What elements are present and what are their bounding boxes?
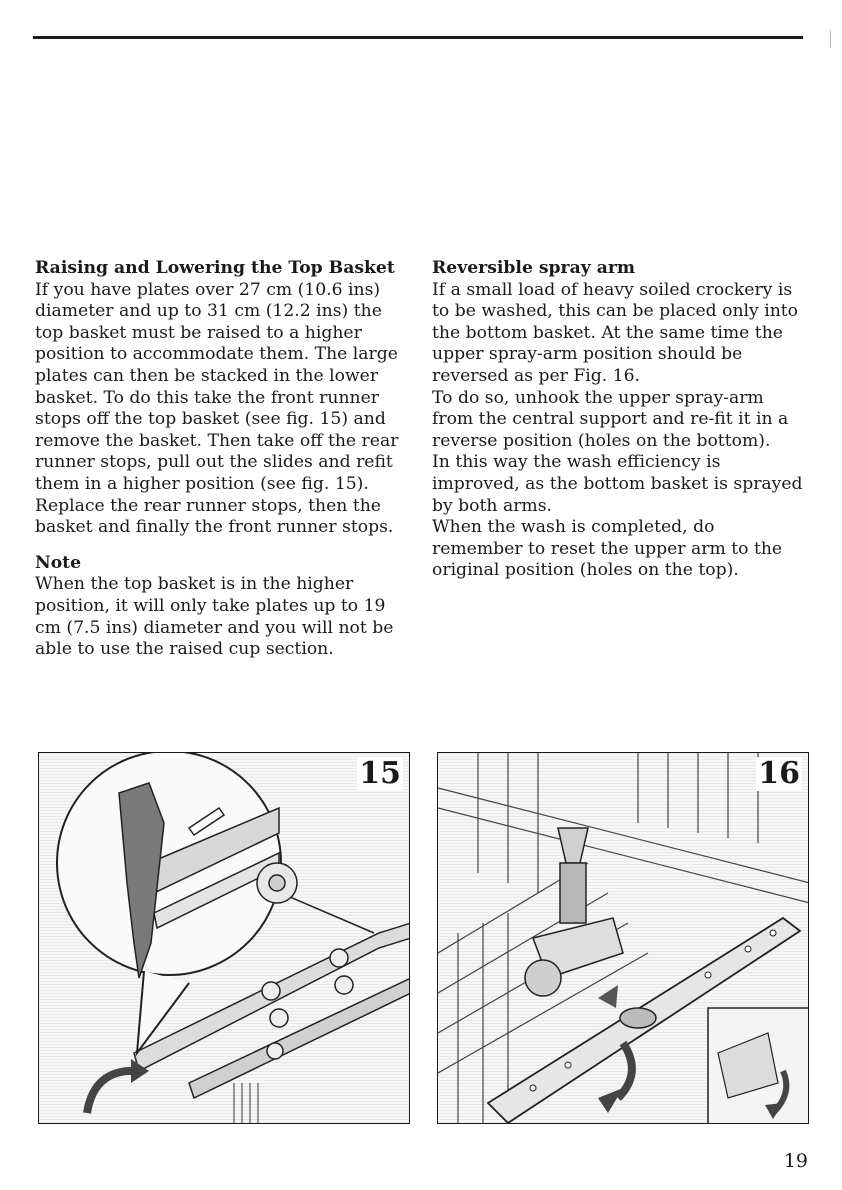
paragraph: In this way the wash efficiency is improved, as the bottom basket is sprayed by both arms. (432, 452, 803, 516)
paragraph: If you have plates over 27 cm (10.6 ins) diameter and up to 31 cm (12.2 ins) the top basket must be raised to a higher position to accommodate them. The large plates can then be stacked in the lower basket. To do this take the front runner stops off the top basket (see fig. 15) and remove the basket. Then take off the rear runner stops, pull out the slides and refit them in a higher position (see fig. 15). (35, 279, 399, 494)
figure-16 (437, 752, 809, 1124)
page-number: 19 (783, 1150, 808, 1172)
section-heading-spray-arm: Reversible spray arm (432, 258, 636, 278)
section-spray-arm (432, 258, 810, 582)
header-rule (33, 36, 803, 39)
page-edge-mark (830, 30, 831, 48)
runner-stop-illustration (39, 753, 410, 1124)
figure-number: 15 (359, 756, 401, 791)
paragraph: When the wash is completed, do remember to reset the upper arm to the original position (holes on the top). (432, 517, 783, 581)
paragraph: To do so, unhook the upper spray-arm from the central support and re-fit it in a reverse position (holes on the bottom). (432, 387, 789, 451)
paragraph: Replace the rear runner stops, then the basket and finally the front runner stops. (35, 495, 394, 538)
figure-number: 16 (758, 756, 800, 791)
spray-arm-illustration (438, 753, 809, 1124)
section-heading-raising: Raising and Lowering the Top Basket (35, 258, 395, 278)
note-heading: Note (35, 552, 82, 573)
paragraph: If a small load of heavy soiled crockery is to be washed, this can be placed only into the bottom basket. At the same time the upper spray-arm position should be reversed as per Fig. 16. (432, 279, 799, 386)
figure-15 (38, 752, 410, 1124)
note-text: When the top basket is in the higher position, it will only take plates up to 19 cm (7.5 ins) diameter and you will not be able to use the raised cup section. (35, 574, 394, 660)
section-raising-basket (35, 258, 413, 661)
